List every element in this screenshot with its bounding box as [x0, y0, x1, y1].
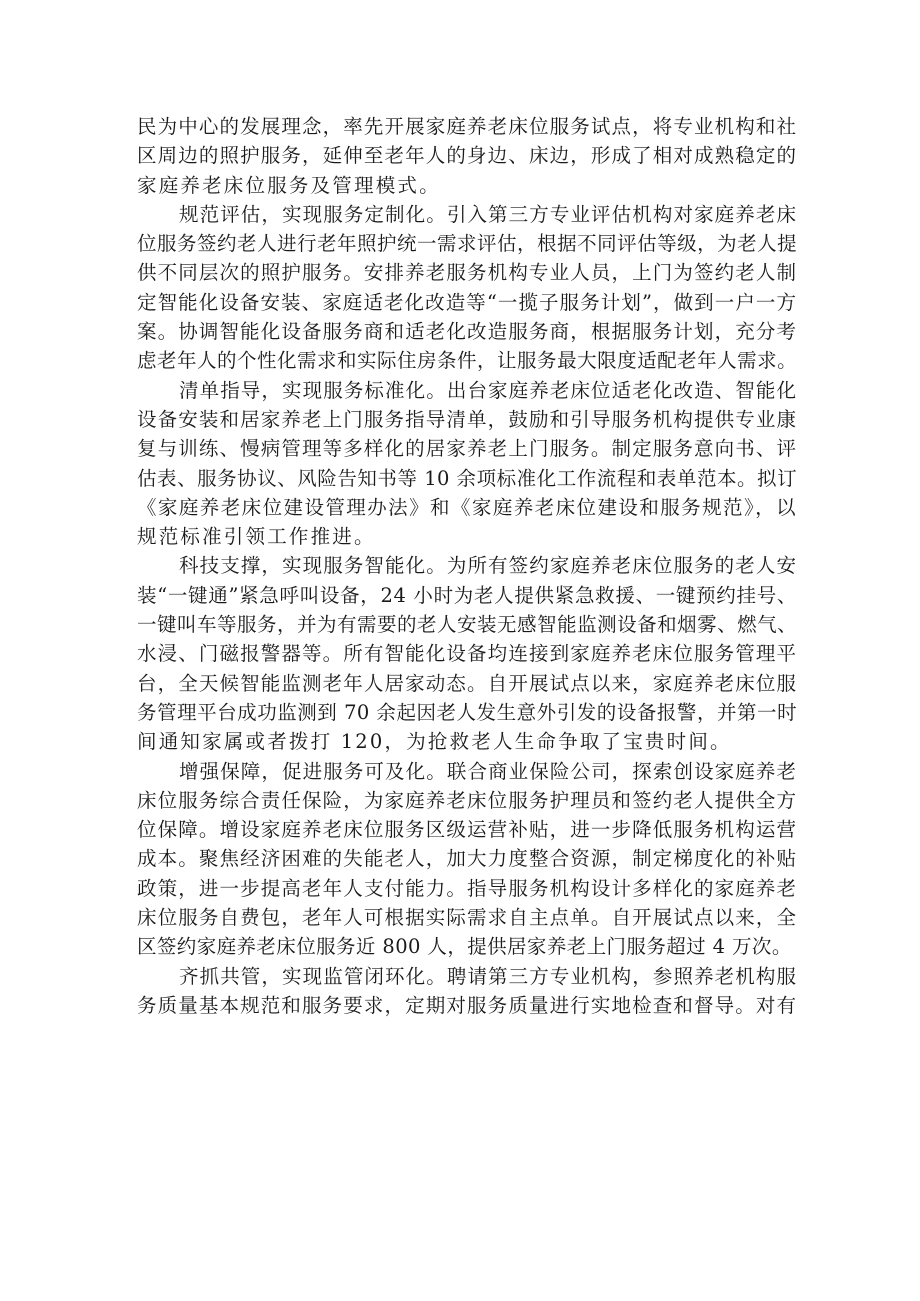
document-body — [137, 112, 797, 1020]
text-line: 规范评估，实现服务定制化。引入第三方专业评估机构对家庭养老床 — [179, 202, 797, 226]
text-line: 设备安装和居家养老上门服务指导清单，鼓励和引导服务机构提供专业康 — [137, 407, 797, 431]
text-line: 估表、服务协议、风险告知书等 10 余项标准化工作流程和表单范本。拟订 — [137, 466, 797, 490]
text-line: 增强保障，促进服务可及化。联合商业保险公司，探索创设家庭养老 — [179, 759, 797, 783]
text-line: 民为中心的发展理念，率先开展家庭养老床位服务试点，将专业机构和社 — [137, 115, 797, 138]
text-line: 定智能化设备安装、家庭适老化改造等“一揽子服务计划”，做到一户一方 — [137, 290, 797, 314]
text-line: 成本。聚焦经济困难的失能老人，加大力度整合资源，制定梯度化的补贴 — [137, 847, 797, 871]
text-line: 务质量基本规范和服务要求，定期对服务质量进行实地检查和督导。对有 — [137, 993, 797, 1017]
paragraph-4 — [137, 551, 797, 756]
text-line: 《家庭养老床位建设管理办法》和《家庭养老床位建设和服务规范》，以 — [137, 495, 797, 519]
text-line: 一键叫车等服务，并为有需要的老人安装无感智能监测设备和烟雾、燃气、 — [137, 613, 797, 637]
text-line: 家庭养老床位服务及管理模式。 — [137, 173, 441, 197]
text-line: 间通知家属或者拨打 120，为抢救老人生命争取了宝贵时间。 — [137, 730, 732, 754]
text-line: 水浸、门磁报警器等。所有智能化设备均连接到家庭养老床位服务管理平 — [137, 642, 797, 666]
text-line: 务管理平台成功监测到 70 余起因老人发生意外引发的设备报警，并第一时 — [137, 700, 797, 724]
text-line: 床位服务自费包，老年人可根据实际需求自主点单。自开展试点以来，全 — [137, 906, 797, 930]
text-line: 清单指导，实现服务标准化。出台家庭养老床位适老化改造、智能化 — [179, 378, 797, 402]
text-line: 齐抓共管，实现监管闭环化。聘请第三方专业机构，参照养老机构服 — [179, 964, 797, 988]
paragraph-5 — [137, 757, 797, 962]
paragraph-1 — [137, 112, 797, 200]
paragraph-6 — [137, 962, 797, 1021]
text-line: 虑老年人的个性化需求和实际住房条件，让服务最大限度适配老年人需求。 — [137, 349, 797, 373]
paragraph-3 — [137, 376, 797, 552]
text-line: 位保障。增设家庭养老床位服务区级运营补贴，进一步降低服务机构运营 — [137, 818, 797, 842]
text-line: 床位服务综合责任保险，为家庭养老床位服务护理员和签约老人提供全方 — [137, 788, 797, 812]
text-line: 政策，进一步提高老年人支付能力。指导服务机构设计多样化的家庭养老 — [137, 876, 797, 900]
text-line: 台，全天候智能监测老年人居家动态。自开展试点以来，家庭养老床位服 — [137, 671, 797, 695]
text-line: 科技支撑，实现服务智能化。为所有签约家庭养老床位服务的老人安 — [179, 554, 797, 578]
text-line: 区签约家庭养老床位服务近 800 人，提供居家养老上门服务超过 4 万次。 — [137, 935, 792, 959]
text-line: 复与训练、慢病管理等多样化的居家养老上门服务。制定服务意向书、评 — [137, 437, 797, 461]
text-line: 案。协调智能化设备服务商和适老化改造服务商，根据服务计划，充分考 — [137, 320, 797, 344]
text-line: 供不同层次的照护服务。安排养老服务机构专业人员，上门为签约老人制 — [137, 261, 797, 285]
text-line: 位服务签约老人进行老年照护统一需求评估，根据不同评估等级，为老人提 — [137, 232, 797, 256]
text-line: 装“一键通”紧急呼叫设备，24 小时为老人提供紧急救援、一键预约挂号、 — [137, 583, 797, 607]
text-line: 规范标准引领工作推进。 — [137, 525, 376, 549]
paragraph-2 — [137, 200, 797, 376]
text-line: 区周边的照护服务，延伸至老年人的身边、床边，形成了相对成熟稳定的 — [137, 144, 797, 168]
